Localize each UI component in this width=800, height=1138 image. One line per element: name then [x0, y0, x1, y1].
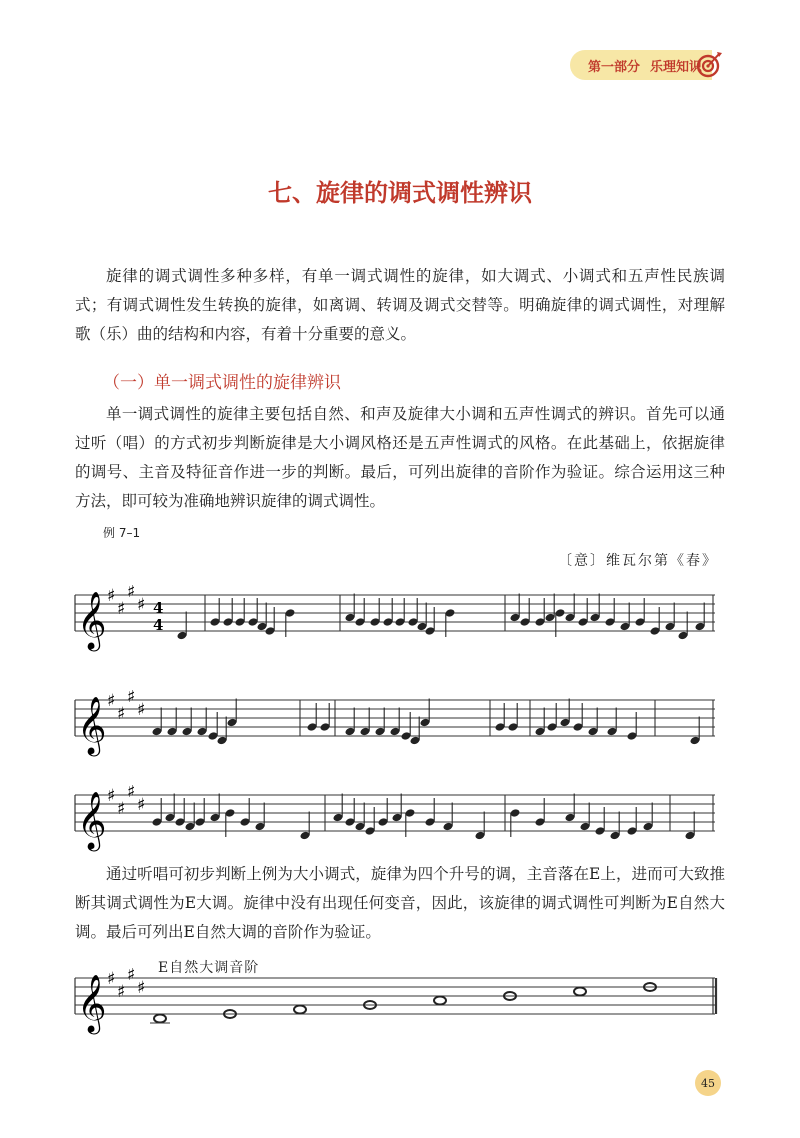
sharp-icon	[107, 968, 145, 1002]
intro-paragraph	[75, 262, 725, 349]
treble-clef-icon: 𝄞	[77, 974, 107, 1032]
time-sig-bottom: 4	[153, 616, 164, 634]
sharp-icon	[107, 785, 145, 819]
whole-note	[574, 988, 586, 996]
analysis-paragraph	[75, 860, 725, 947]
scale-staff	[0, 968, 800, 1038]
staff-lines	[75, 978, 715, 1014]
svg-text:♯: ♯	[137, 700, 146, 720]
svg-text:♯: ♯	[107, 969, 116, 989]
svg-text:♯: ♯	[107, 586, 116, 606]
header-topic: 乐理知识	[650, 59, 703, 75]
svg-text:♯: ♯	[107, 691, 116, 711]
svg-text:♯: ♯	[117, 799, 126, 819]
staff-line-2	[0, 690, 800, 760]
svg-text:♯: ♯	[117, 599, 126, 619]
whole-note	[434, 997, 446, 1005]
svg-text:♯: ♯	[137, 795, 146, 815]
scale-label: E自然大调音阶	[158, 960, 260, 976]
treble-clef-icon: 𝄞	[77, 791, 107, 849]
section-text: 单一调式调性的旋律主要包括自然、和声及旋律大小调和五声性调式的辨识。首先可以通过听（唱）的方式初步判断旋律是大小调风格还是五声性调式的风格。在此基础上，依据旋律的调号、主音及特征音作进一步的判断。最后，可列出旋律的音阶作为验证。综合运用这三种方法，即可较为准确地辨识旋律的调式调性。	[75, 405, 725, 510]
staff-lines	[75, 595, 715, 631]
treble-clef-icon: 𝄞	[77, 696, 107, 754]
sharp-icon	[107, 690, 145, 724]
example-label: 例 7–1	[103, 526, 141, 540]
time-sig-top: 4	[153, 599, 164, 617]
staff-line-1	[0, 585, 800, 655]
svg-text:♯: ♯	[127, 785, 136, 802]
intro-text: 旋律的调式调性多种多样，有单一调式调性的旋律，如大调式、小调式和五声性民族调式；有调式调性发生转换的旋律，如离调、转调及调式交替等。明确旋律的调式调性，对理解歌（乐）曲的结构和内容，有着十分重要的意义。	[75, 267, 725, 343]
svg-text:♯: ♯	[127, 585, 136, 602]
header-part: 第一部分	[588, 59, 641, 75]
svg-text:♯: ♯	[137, 595, 146, 615]
treble-clef-icon: 𝄞	[77, 591, 107, 649]
sharp-icon	[107, 585, 145, 619]
section-title: （一）单一调式调性的旋律辨识	[103, 373, 341, 393]
page-number: 45	[695, 1070, 721, 1096]
svg-text:♯: ♯	[137, 978, 146, 998]
svg-text:♯: ♯	[127, 690, 136, 707]
svg-text:♯: ♯	[127, 968, 136, 985]
svg-text:♯: ♯	[107, 786, 116, 806]
chapter-title: 七、旋律的调式调性辨识	[268, 179, 532, 207]
target-icon	[695, 50, 723, 80]
staff-line-3	[0, 785, 800, 855]
svg-text:♯: ♯	[117, 982, 126, 1002]
svg-text:♯: ♯	[117, 704, 126, 724]
header-badge	[570, 50, 712, 80]
attribution: 〔意〕维瓦尔第《春》	[558, 553, 718, 569]
analysis-text: 通过听唱可初步判断上例为大小调式，旋律为四个升号的调，主音落在E上，进而可大致推断其调式调性为E大调。旋律中没有出现任何变音，因此，该旋律的调式调性可判断为E自然大调。最后可列出E自然大调的音阶作为验证。	[75, 865, 725, 941]
section-paragraph	[75, 400, 725, 516]
whole-note	[294, 1006, 306, 1014]
whole-note	[154, 1015, 166, 1023]
